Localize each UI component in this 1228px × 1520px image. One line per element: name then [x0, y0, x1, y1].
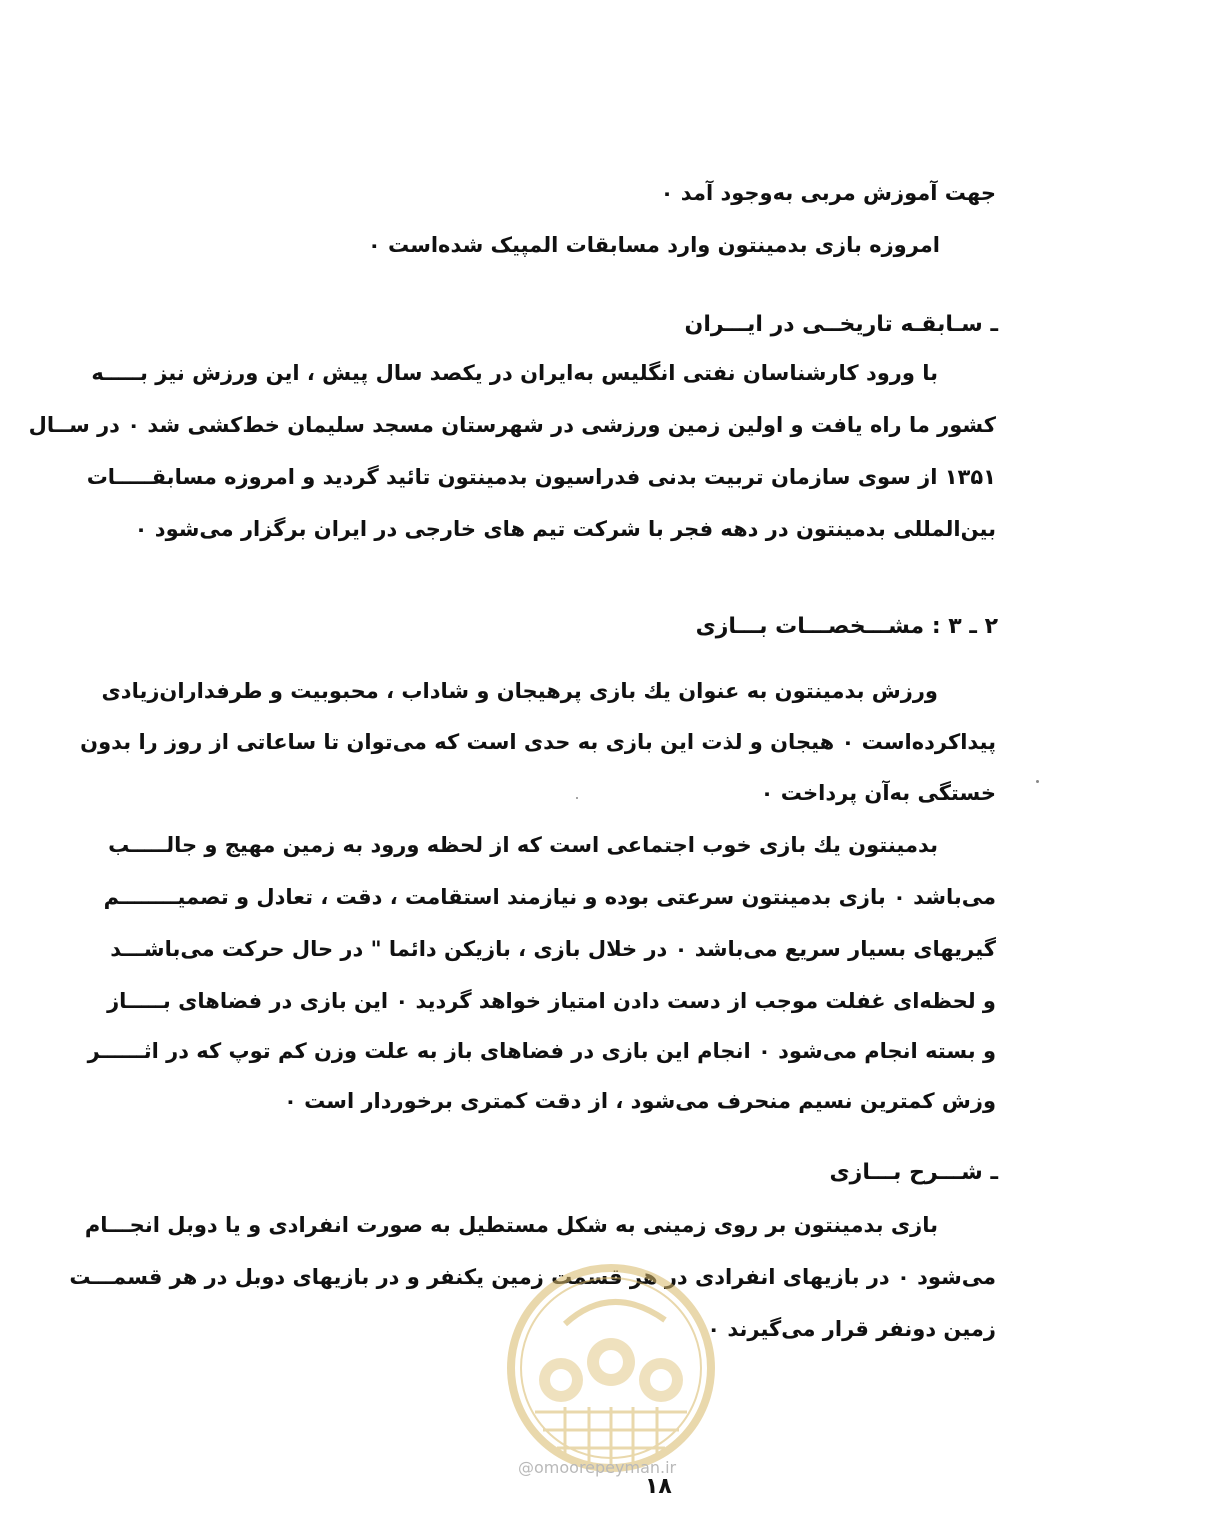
text-line: بدمینتون یك بازی خوب اجتماعی است که از لحظه ورود به زمین مهیج و جالـــــب [108, 833, 938, 857]
text-line: ورزش بدمینتون به عنوان یك بازی پرهیجان و شاداب ، محبوبیت و طرفداران‌زیادی [101, 679, 938, 703]
section-heading: ۲ ـ ۳ : مشـــخصـــات بـــازی [695, 614, 998, 639]
text-line: بازی بدمینتون بر روی زمینی به شکل مستطیل به صورت انفرادی و یا دوبل انجـــام [84, 1213, 938, 1237]
text-line: امروزه بازی بدمینتون وارد مسابقات المپیک شده‌است ۰ [367, 233, 940, 257]
text-line: وزش کمترین نسیم منحرف می‌شود ، از دقت کمتری برخوردار است ۰ [283, 1089, 996, 1113]
text-line: و بسته انجام می‌شود ۰ انجام این بازی در فضاهای باز به علت وزن کم توپ که در اثــــــر [87, 1039, 996, 1063]
section-heading: ـ سـابقـه تاریخــی در ایـــران [684, 312, 998, 337]
watermark-url: @omoorepeyman.ir [518, 1458, 677, 1477]
text-line: جهت آموزش مربی به‌وجود آمد ۰ [660, 181, 996, 205]
text-line: خستگی به‌آن پرداخت ۰ [760, 781, 996, 805]
text-line: ۱۳۵۱ از سوی سازمان تربیت بدنی فدراسیون بدمینتون تائید گردید و امروزه مسابقـــــات [86, 465, 996, 489]
section-heading: ـ شـــرح بـــازی [829, 1160, 998, 1185]
watermark-logo [505, 1262, 717, 1474]
text-line: با ورود کارشناسان نفتی انگلیس به‌ایران در یکصد سال پیش ، این ورزش نیز بـــــه [91, 361, 938, 385]
text-line: زمین دونفر قرار می‌گیرند ۰ [707, 1317, 996, 1341]
text-line: بین‌المللی بدمینتون در دهه فجر با شرکت تیم های خارجی در ایران برگزار می‌شود ۰ [134, 517, 996, 541]
text-line: می‌شود ۰ در بازیهای انفرادی در هر قسمت زمین یکنفر و در بازیهای دوبل در هر قسمـــت [69, 1265, 996, 1289]
scan-speck [1036, 780, 1039, 783]
text-line: پیداکرده‌است ۰ هیجان و لذت این بازی به حدی است که می‌توان تا ساعاتی از روز را بدون [80, 730, 996, 754]
text-line: و لحظه‌ای غفلت موجب از دست دادن امتیاز خواهد گردید ۰ این بازی در فضاهای بـــــاز [107, 989, 996, 1013]
text-line: می‌باشد ۰ بازی بدمینتون سرعتی بوده و نیازمند استقامت ، دقت ، تعادل و تصمیــــــــم [103, 885, 996, 909]
scan-speck [576, 797, 578, 799]
page-number: ۱۸ [645, 1474, 672, 1499]
text-line: گیریهای بسیار سریع می‌باشد ۰ در خلال بازی ، بازیکن دائما " در حال حرکت می‌باشـــد [110, 937, 996, 961]
text-line: کشور ما راه یافت و اولین زمین ورزشی در شهرستان مسجد سلیمان خط‌کشی شد ۰ در ســال [28, 413, 996, 437]
